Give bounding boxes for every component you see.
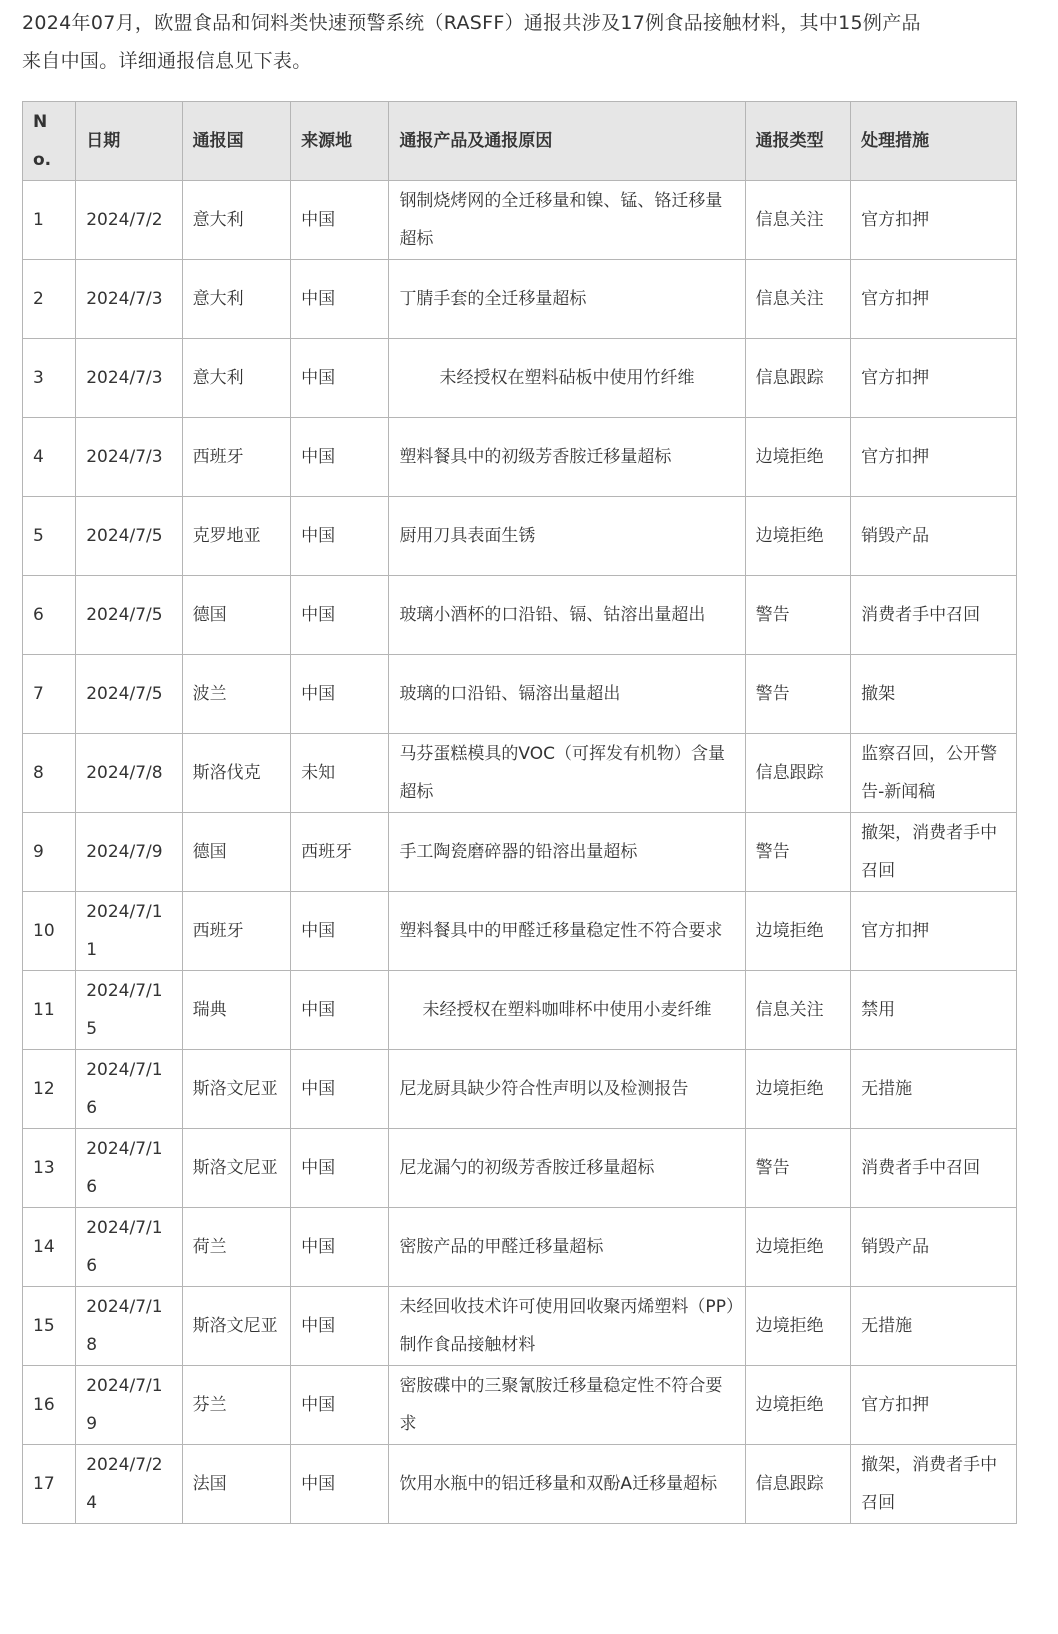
table-row	[23, 181, 1017, 260]
cell-measure: 撤架	[851, 655, 1017, 734]
cell-origin: 中国	[291, 1366, 389, 1445]
cell-product: 塑料餐具中的初级芳香胺迁移量超标	[389, 418, 745, 497]
cell-origin: 中国	[291, 1287, 389, 1366]
cell-country: 德国	[182, 576, 291, 655]
cell-country: 西班牙	[182, 418, 291, 497]
table-row	[23, 1287, 1017, 1366]
cell-measure: 官方扣押	[851, 181, 1017, 260]
cell-origin: 中国	[291, 1129, 389, 1208]
cell-country: 斯洛文尼亚	[182, 1050, 291, 1129]
cell-date: 2024/7/9	[76, 813, 182, 892]
cell-measure: 无措施	[851, 1287, 1017, 1366]
cell-product: 密胺产品的甲醛迁移量超标	[389, 1208, 745, 1287]
cell-type: 信息跟踪	[745, 1445, 850, 1524]
cell-product: 尼龙漏勺的初级芳香胺迁移量超标	[389, 1129, 745, 1208]
cell-date: 2024/7/3	[76, 260, 182, 339]
table-row	[23, 339, 1017, 418]
table-row	[23, 260, 1017, 339]
table-row	[23, 1129, 1017, 1208]
cell-country: 意大利	[182, 181, 291, 260]
cell-country: 斯洛文尼亚	[182, 1287, 291, 1366]
cell-measure: 官方扣押	[851, 892, 1017, 971]
table-row	[23, 1050, 1017, 1129]
table-row	[23, 497, 1017, 576]
intro-line-1: 2024年07月，欧盟食品和饲料类快速预警系统（RASFF）通报共涉及17例食品接触材料，其中15例产品	[22, 12, 921, 34]
table-row	[23, 576, 1017, 655]
cell-measure: 消费者手中召回	[851, 576, 1017, 655]
cell-no: 7	[23, 655, 76, 734]
cell-date: 2024/7/18	[76, 1287, 182, 1366]
cell-origin: 中国	[291, 655, 389, 734]
rasff-report-table	[22, 101, 1017, 1524]
cell-no: 13	[23, 1129, 76, 1208]
cell-no: 5	[23, 497, 76, 576]
header-no: No.	[23, 102, 76, 181]
cell-country: 克罗地亚	[182, 497, 291, 576]
cell-country: 意大利	[182, 339, 291, 418]
cell-origin: 西班牙	[291, 813, 389, 892]
cell-product: 手工陶瓷磨碎器的铅溶出量超标	[389, 813, 745, 892]
cell-no: 9	[23, 813, 76, 892]
cell-product: 玻璃的口沿铅、镉溶出量超出	[389, 655, 745, 734]
cell-measure: 撤架，消费者手中召回	[851, 1445, 1017, 1524]
cell-no: 12	[23, 1050, 76, 1129]
cell-date: 2024/7/16	[76, 1050, 182, 1129]
cell-type: 边境拒绝	[745, 892, 850, 971]
header-date: 日期	[76, 102, 182, 181]
table-row	[23, 971, 1017, 1050]
cell-type: 警告	[745, 813, 850, 892]
header-type: 通报类型	[745, 102, 850, 181]
cell-country: 荷兰	[182, 1208, 291, 1287]
cell-date: 2024/7/19	[76, 1366, 182, 1445]
header-product: 通报产品及通报原因	[389, 102, 745, 181]
table-body	[23, 181, 1017, 1524]
cell-origin: 中国	[291, 181, 389, 260]
cell-product: 尼龙厨具缺少符合性声明以及检测报告	[389, 1050, 745, 1129]
cell-origin: 中国	[291, 1050, 389, 1129]
cell-date: 2024/7/15	[76, 971, 182, 1050]
cell-measure: 官方扣押	[851, 418, 1017, 497]
cell-type: 警告	[745, 1129, 850, 1208]
cell-no: 6	[23, 576, 76, 655]
cell-type: 边境拒绝	[745, 1287, 850, 1366]
cell-type: 信息关注	[745, 971, 850, 1050]
header-origin: 来源地	[291, 102, 389, 181]
cell-date: 2024/7/8	[76, 734, 182, 813]
cell-country: 法国	[182, 1445, 291, 1524]
cell-type: 边境拒绝	[745, 497, 850, 576]
cell-country: 斯洛伐克	[182, 734, 291, 813]
cell-product: 马芬蛋糕模具的VOC（可挥发有机物）含量超标	[389, 734, 745, 813]
cell-type: 信息跟踪	[745, 734, 850, 813]
cell-type: 信息关注	[745, 260, 850, 339]
cell-product: 未经授权在塑料砧板中使用竹纤维	[389, 339, 745, 418]
cell-origin: 中国	[291, 418, 389, 497]
cell-no: 14	[23, 1208, 76, 1287]
cell-origin: 未知	[291, 734, 389, 813]
table-row	[23, 734, 1017, 813]
cell-date: 2024/7/24	[76, 1445, 182, 1524]
cell-measure: 监察召回，公开警告-新闻稿	[851, 734, 1017, 813]
cell-measure: 消费者手中召回	[851, 1129, 1017, 1208]
table-row	[23, 813, 1017, 892]
cell-product: 饮用水瓶中的铝迁移量和双酚A迁移量超标	[389, 1445, 745, 1524]
cell-date: 2024/7/3	[76, 418, 182, 497]
cell-no: 2	[23, 260, 76, 339]
cell-date: 2024/7/5	[76, 497, 182, 576]
cell-date: 2024/7/5	[76, 655, 182, 734]
cell-country: 芬兰	[182, 1366, 291, 1445]
intro-line-2: 来自中国。详细通报信息见下表。	[22, 50, 312, 72]
cell-date: 2024/7/16	[76, 1208, 182, 1287]
cell-date: 2024/7/2	[76, 181, 182, 260]
cell-type: 边境拒绝	[745, 1208, 850, 1287]
cell-origin: 中国	[291, 339, 389, 418]
cell-no: 10	[23, 892, 76, 971]
cell-origin: 中国	[291, 1445, 389, 1524]
cell-measure: 销毁产品	[851, 1208, 1017, 1287]
cell-type: 边境拒绝	[745, 418, 850, 497]
cell-no: 8	[23, 734, 76, 813]
table-row	[23, 1366, 1017, 1445]
cell-date: 2024/7/11	[76, 892, 182, 971]
cell-product: 钢制烧烤网的全迁移量和镍、锰、铬迁移量超标	[389, 181, 745, 260]
cell-measure: 无措施	[851, 1050, 1017, 1129]
cell-origin: 中国	[291, 1208, 389, 1287]
cell-no: 11	[23, 971, 76, 1050]
table-row	[23, 1445, 1017, 1524]
cell-type: 边境拒绝	[745, 1050, 850, 1129]
cell-no: 1	[23, 181, 76, 260]
table-row	[23, 1208, 1017, 1287]
header-country: 通报国	[182, 102, 291, 181]
cell-product: 玻璃小酒杯的口沿铅、镉、钴溶出量超出	[389, 576, 745, 655]
cell-no: 16	[23, 1366, 76, 1445]
cell-country: 瑞典	[182, 971, 291, 1050]
cell-type: 警告	[745, 576, 850, 655]
cell-measure: 销毁产品	[851, 497, 1017, 576]
cell-product: 厨用刀具表面生锈	[389, 497, 745, 576]
cell-origin: 中国	[291, 260, 389, 339]
cell-no: 15	[23, 1287, 76, 1366]
cell-origin: 中国	[291, 497, 389, 576]
cell-type: 信息关注	[745, 181, 850, 260]
cell-no: 3	[23, 339, 76, 418]
cell-date: 2024/7/3	[76, 339, 182, 418]
cell-date: 2024/7/16	[76, 1129, 182, 1208]
cell-country: 德国	[182, 813, 291, 892]
table-row	[23, 892, 1017, 971]
cell-no: 4	[23, 418, 76, 497]
cell-origin: 中国	[291, 971, 389, 1050]
cell-country: 西班牙	[182, 892, 291, 971]
table-header-row	[23, 102, 1017, 181]
table-row	[23, 655, 1017, 734]
cell-type: 信息跟踪	[745, 339, 850, 418]
cell-origin: 中国	[291, 892, 389, 971]
cell-product: 未经回收技术许可使用回收聚丙烯塑料（PP）制作食品接触材料	[389, 1287, 745, 1366]
cell-type: 警告	[745, 655, 850, 734]
cell-measure: 官方扣押	[851, 260, 1017, 339]
cell-measure: 官方扣押	[851, 339, 1017, 418]
cell-origin: 中国	[291, 576, 389, 655]
cell-country: 意大利	[182, 260, 291, 339]
cell-product: 密胺碟中的三聚氰胺迁移量稳定性不符合要求	[389, 1366, 745, 1445]
cell-measure: 官方扣押	[851, 1366, 1017, 1445]
cell-product: 塑料餐具中的甲醛迁移量稳定性不符合要求	[389, 892, 745, 971]
cell-product: 未经授权在塑料咖啡杯中使用小麦纤维	[389, 971, 745, 1050]
header-measure: 处理措施	[851, 102, 1017, 181]
cell-product: 丁腈手套的全迁移量超标	[389, 260, 745, 339]
cell-measure: 撤架，消费者手中召回	[851, 813, 1017, 892]
cell-measure: 禁用	[851, 971, 1017, 1050]
cell-type: 边境拒绝	[745, 1366, 850, 1445]
cell-country: 波兰	[182, 655, 291, 734]
table-row	[23, 418, 1017, 497]
cell-date: 2024/7/5	[76, 576, 182, 655]
cell-country: 斯洛文尼亚	[182, 1129, 291, 1208]
cell-no: 17	[23, 1445, 76, 1524]
intro-paragraph	[22, 4, 1012, 80]
